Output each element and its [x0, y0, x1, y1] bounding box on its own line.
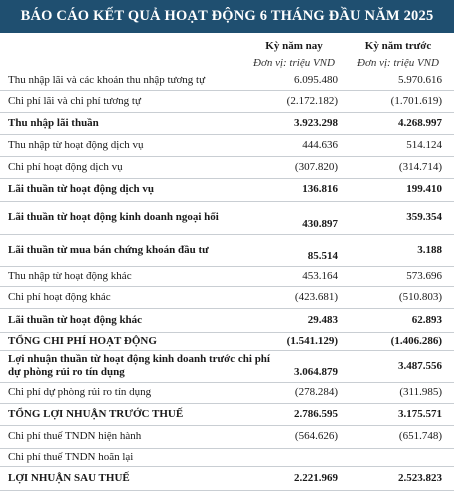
table-row [0, 332, 454, 351]
row-value-previous: 2.523.823 [398, 472, 442, 484]
row-value-current: (278.284) [294, 386, 338, 398]
row-label: Thu nhập lãi thuần [8, 117, 99, 129]
row-value-current: (1.541.129) [286, 335, 338, 347]
row-label: Chi phí hoạt động dịch vụ [8, 161, 123, 173]
row-label: Chi phí thuế TNDN hiện hành [8, 430, 142, 442]
table-row [0, 70, 454, 91]
row-value-previous: (510.803) [398, 291, 442, 303]
row-value-current: 2.221.969 [294, 472, 338, 484]
row-label: Thu nhập từ hoạt động dịch vụ [8, 139, 144, 151]
table-row [0, 156, 454, 179]
table-row [0, 286, 454, 309]
row-value-previous: 3.487.556 [398, 360, 442, 372]
row-value-previous: (314.714) [398, 161, 442, 173]
row-value-previous: 199.410 [406, 183, 442, 195]
row-value-previous: 3.188 [417, 244, 442, 256]
column-previous-label: Kỳ năm trước [364, 40, 432, 52]
table-row [0, 425, 454, 449]
column-previous-unit: Đơn vị: triệu VND [357, 57, 439, 69]
row-label: Chi phí lãi và chi phí tương tự [8, 95, 141, 107]
table-row [0, 466, 454, 491]
row-value-previous: (1.701.619) [390, 95, 442, 107]
row-label: LỢI NHUẬN SAU THUẾ [8, 472, 130, 484]
row-value-previous: 4.268.997 [398, 117, 442, 129]
table-row [0, 448, 454, 467]
row-label: Thu nhập từ hoạt động khác [8, 270, 132, 282]
row-value-current: 29.483 [307, 314, 338, 326]
table-row [0, 403, 454, 426]
table-row [0, 308, 454, 333]
row-value-current: 3.923.298 [294, 117, 338, 129]
row-value-previous: 573.696 [406, 270, 442, 282]
table-row [0, 382, 454, 404]
row-value-current: 6.095.480 [294, 74, 338, 86]
row-label: Lợi nhuận thuần từ hoạt động kinh doanh trước chi phí dự phòng rủi ro tín dụng [8, 353, 270, 378]
column-header-current [240, 36, 348, 70]
table-row [0, 90, 454, 113]
row-label: TỔNG LỢI NHUẬN TRƯỚC THUẾ [8, 408, 184, 420]
table-row [0, 178, 454, 202]
row-value-previous: (1.406.286) [390, 335, 442, 347]
row-value-current: 444.636 [302, 139, 338, 151]
row-label: Chi phí dự phòng rủi ro tín dụng [8, 386, 152, 398]
row-label: Lãi thuần từ hoạt động dịch vụ [8, 183, 154, 195]
column-current-label: Kỳ năm nay [265, 40, 323, 52]
row-value-current: 3.064.879 [294, 366, 338, 378]
row-value-current: (2.172.182) [286, 95, 338, 107]
row-value-previous: (651.748) [398, 430, 442, 442]
row-label: TỔNG CHI PHÍ HOẠT ĐỘNG [8, 335, 157, 347]
table-row [0, 234, 454, 267]
row-value-current: 453.164 [302, 270, 338, 282]
table-row [0, 112, 454, 135]
row-value-current: (307.820) [294, 161, 338, 173]
row-label: Chi phí thuế TNDN hoãn lại [8, 451, 134, 463]
row-label: Lãi thuần từ mua bán chứng khoán đầu tư [8, 244, 209, 256]
row-value-current: (564.626) [294, 430, 338, 442]
table-row [0, 350, 454, 383]
row-value-current: 136.816 [302, 183, 338, 195]
row-label: Lãi thuần từ hoạt động kinh doanh ngoại hối [8, 211, 219, 223]
report-title: BÁO CÁO KẾT QUẢ HOẠT ĐỘNG 6 THÁNG ĐẦU NĂM 2025 [0, 0, 454, 33]
row-value-current: 430.897 [302, 218, 338, 230]
row-value-current: 2.786.595 [294, 408, 338, 420]
column-header-previous [346, 36, 450, 70]
column-current-unit: Đơn vị: triệu VND [253, 57, 335, 69]
row-value-previous: 5.970.616 [398, 74, 442, 86]
row-value-previous: (311.985) [399, 386, 442, 398]
row-label: Chi phí hoạt động khác [8, 291, 111, 303]
row-value-previous: 62.893 [411, 314, 442, 326]
row-value-current: (423.681) [294, 291, 338, 303]
table-row [0, 201, 454, 235]
row-value-previous: 3.175.571 [398, 408, 442, 420]
row-label: Thu nhập lãi và các khoản thu nhập tương tự [8, 74, 206, 86]
row-value-current: 85.514 [307, 250, 338, 262]
table-row [0, 266, 454, 287]
row-value-previous: 514.124 [406, 139, 442, 151]
table-row [0, 134, 454, 157]
row-label: Lãi thuần từ hoạt động khác [8, 314, 143, 326]
row-value-previous: 359.354 [406, 211, 442, 223]
